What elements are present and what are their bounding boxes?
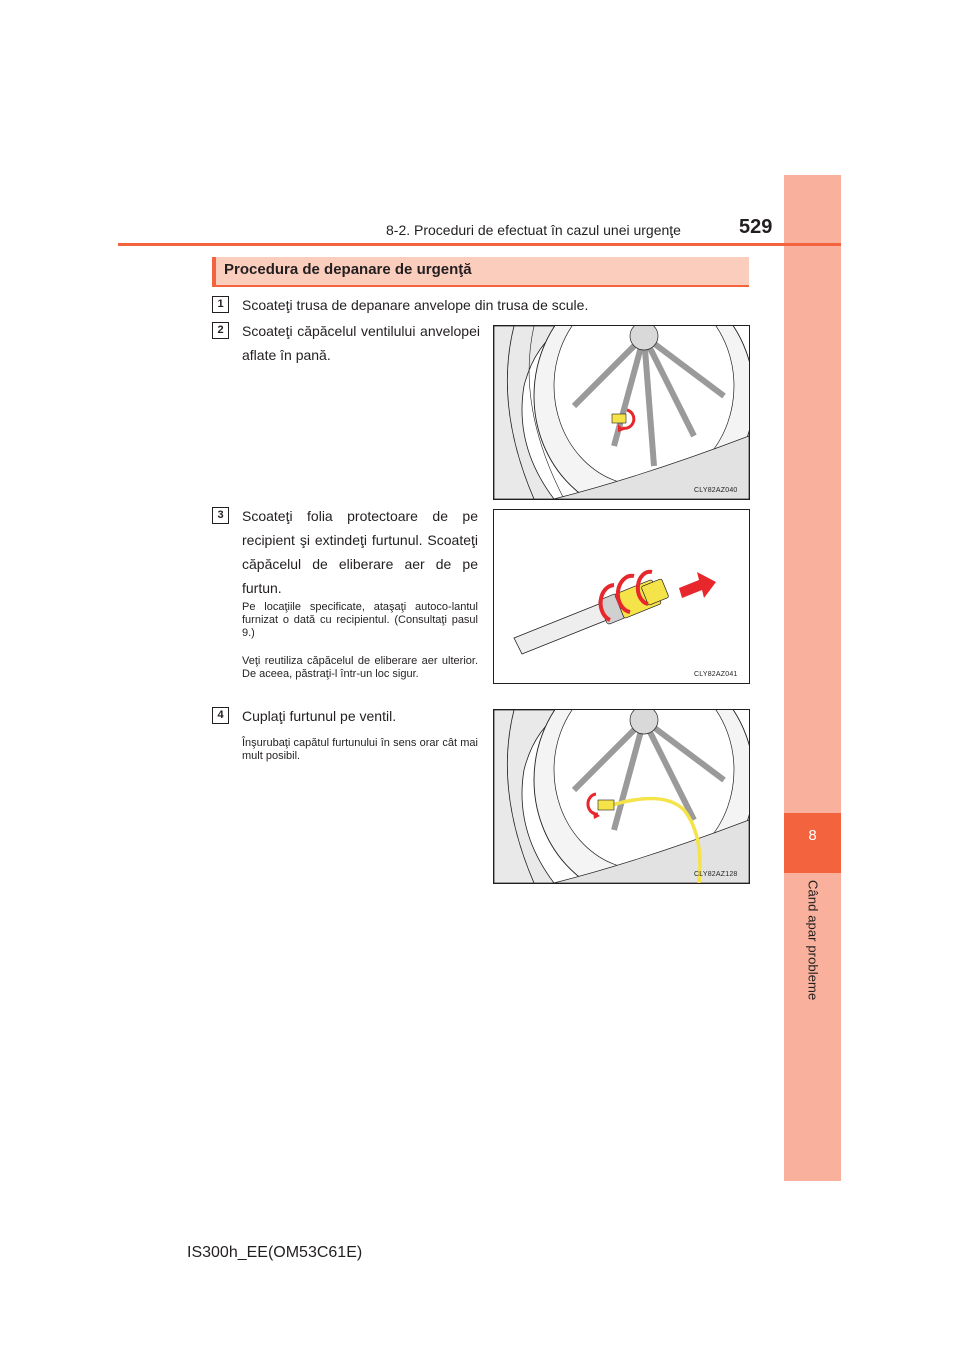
step-2-text: Scoateţi căpăcelul ventilului anvelopei aflate în pană. (242, 323, 480, 363)
chapter-number: 8 (808, 827, 817, 844)
step-4-note-1: Înşurubaţi capătul furtunului în sens orar cât mai mult posibil. (242, 737, 478, 762)
step-3-note-1: Pe locaţiile specificate, ataşaţi autoco-lantul furnizat o dată cu recipientul. (Consultaţi pasul 9.) (242, 601, 478, 639)
step-4-text: Cuplaţi furtunul pe ventil. (242, 708, 397, 724)
hose-connection-illustration (493, 709, 750, 884)
step-number-2: 2 (212, 322, 229, 339)
tire-hose-illustration (494, 710, 749, 883)
step-3-note-2: Veţi reutiliza căpăcelul de eliberare aer ulterior. De aceea, păstraţi-l într-un loc sigur. (242, 655, 478, 680)
running-header-title: 8-2. Proceduri de efectuat în cazul unei urgenţe (386, 222, 681, 238)
step-number-4: 4 (212, 707, 229, 724)
step-number-1: 1 (212, 296, 229, 313)
step-1-text: Scoateţi trusa de depanare anvelope din trusa de scule. (242, 297, 589, 313)
section-heading-rule (212, 285, 749, 287)
page-number: 529 (739, 216, 773, 238)
step-3-text: Scoateţi folia protectoare de pe recipient şi extindeţi furtunul. Scoateţi căpăcelul de eliberare aer de pe furtun. (242, 508, 478, 596)
figure-code: CLY82AZ041 (694, 671, 738, 678)
hose-cap-removal-illustration (493, 509, 750, 684)
step-number-3: 3 (212, 507, 229, 524)
tire-valve-illustration (494, 326, 749, 499)
section-title: Procedura de depanare de urgenţă (224, 261, 472, 278)
header-rule (118, 243, 841, 246)
figure-code: CLY82AZ040 (694, 487, 738, 494)
figure-code: CLY82AZ128 (694, 871, 738, 878)
chapter-label: Când apar probleme (805, 880, 821, 1001)
model-code-footer: IS300h_EE(OM53C61E) (187, 1244, 363, 1261)
chapter-side-tab (784, 175, 841, 1181)
valve-cap-removal-illustration (493, 325, 750, 500)
section-heading-accent (212, 257, 216, 285)
hose-illustration (494, 510, 749, 683)
